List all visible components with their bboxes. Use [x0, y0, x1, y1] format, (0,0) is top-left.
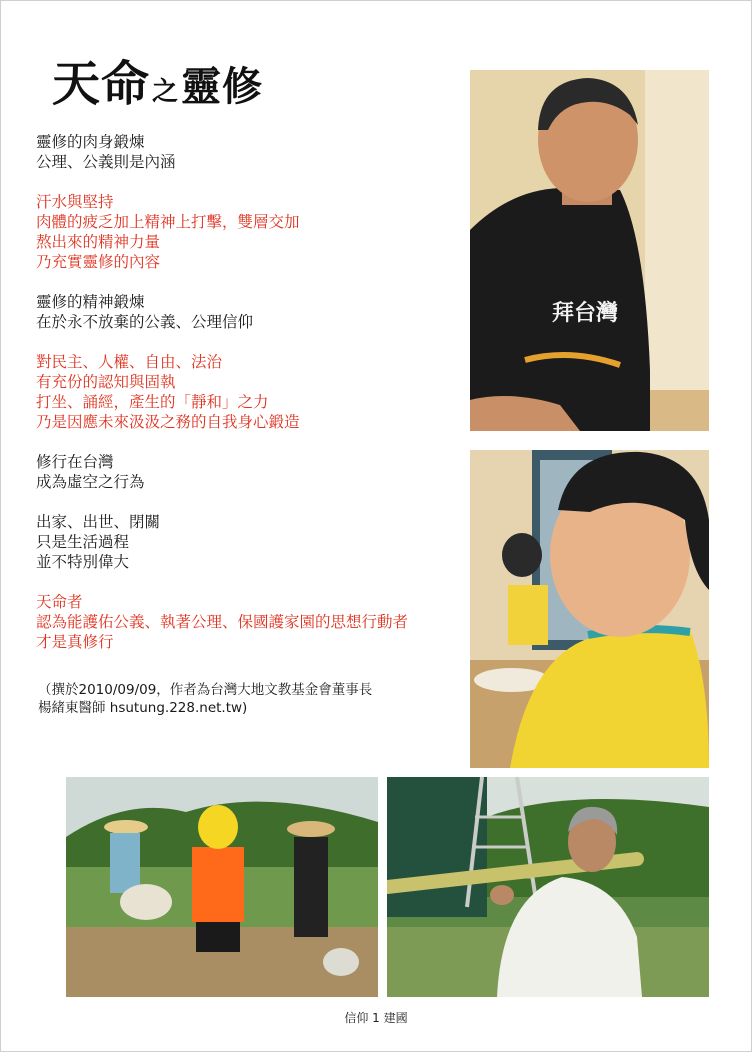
poem-line: 對民主、人權、自由、法治	[36, 353, 223, 371]
poem-line: 有充份的認知與固執	[36, 373, 176, 391]
stanza	[36, 192, 456, 272]
stanza	[36, 452, 456, 492]
poem-line: 公理、公義則是內涵	[36, 153, 176, 171]
poem-line: 打坐、誦經，產生的「靜和」之力	[36, 393, 269, 411]
stanza	[36, 592, 456, 652]
author-note-line-2: 楊緒東醫師 hsutung.228.net.tw)	[38, 700, 248, 716]
poem-line: 修行在台灣	[36, 453, 114, 471]
author-note-line-1: （撰於2010/09/09，作者為台灣大地文教基金會董事長	[38, 682, 373, 698]
poem-line: 成為虛空之行為	[36, 473, 145, 491]
stanza	[36, 512, 456, 572]
photo-farm-work	[66, 777, 378, 997]
stanza	[36, 352, 456, 432]
photo-meditating-man-image	[470, 70, 709, 431]
poem-line: 乃充實靈修的內容	[36, 253, 161, 271]
shirt-print: 拜台灣	[552, 301, 619, 326]
poem-line: 只是生活過程	[36, 533, 130, 551]
poem-line: 熬出來的精神力量	[36, 233, 161, 251]
title-part-2: 之	[152, 77, 180, 107]
page-title	[52, 44, 263, 114]
poem-line: 出家、出世、閉關	[36, 513, 161, 531]
poem-line: 並不特別偉大	[36, 553, 130, 571]
poem-line: 在於永不放棄的公義、公理信仰	[36, 313, 254, 331]
poem-line: 肉體的疲乏加上精神上打擊，雙層交加	[36, 213, 300, 231]
photo-bamboo-carrier-image	[387, 777, 709, 997]
photo-farm-work-image	[66, 777, 378, 997]
photo-meditating-child	[470, 450, 709, 768]
stanza	[36, 292, 456, 332]
photo-meditating-man	[470, 70, 709, 431]
title-part-1: 天命	[52, 56, 151, 112]
poem-line: 天命者	[36, 593, 83, 611]
poem-line: 汗水與堅持	[36, 193, 114, 211]
stanza	[36, 132, 456, 172]
poem-line: 認為能護佑公義、執著公理、保國護家園的思想行動者	[36, 613, 409, 631]
title-part-3: 靈修	[181, 64, 264, 110]
photo-bamboo-carrier	[387, 777, 709, 997]
poem-body	[36, 132, 456, 672]
page-footer: 信仰 1 建國	[344, 1011, 408, 1025]
poem-line: 乃是因應未來汲汲之務的自我身心鍛造	[36, 413, 300, 431]
poem-line: 靈修的肉身鍛煉	[36, 133, 145, 151]
author-note	[38, 681, 458, 717]
photo-meditating-child-image	[470, 450, 709, 768]
poem-line: 靈修的精神鍛煉	[36, 293, 145, 311]
poem-line: 才是真修行	[36, 633, 114, 651]
